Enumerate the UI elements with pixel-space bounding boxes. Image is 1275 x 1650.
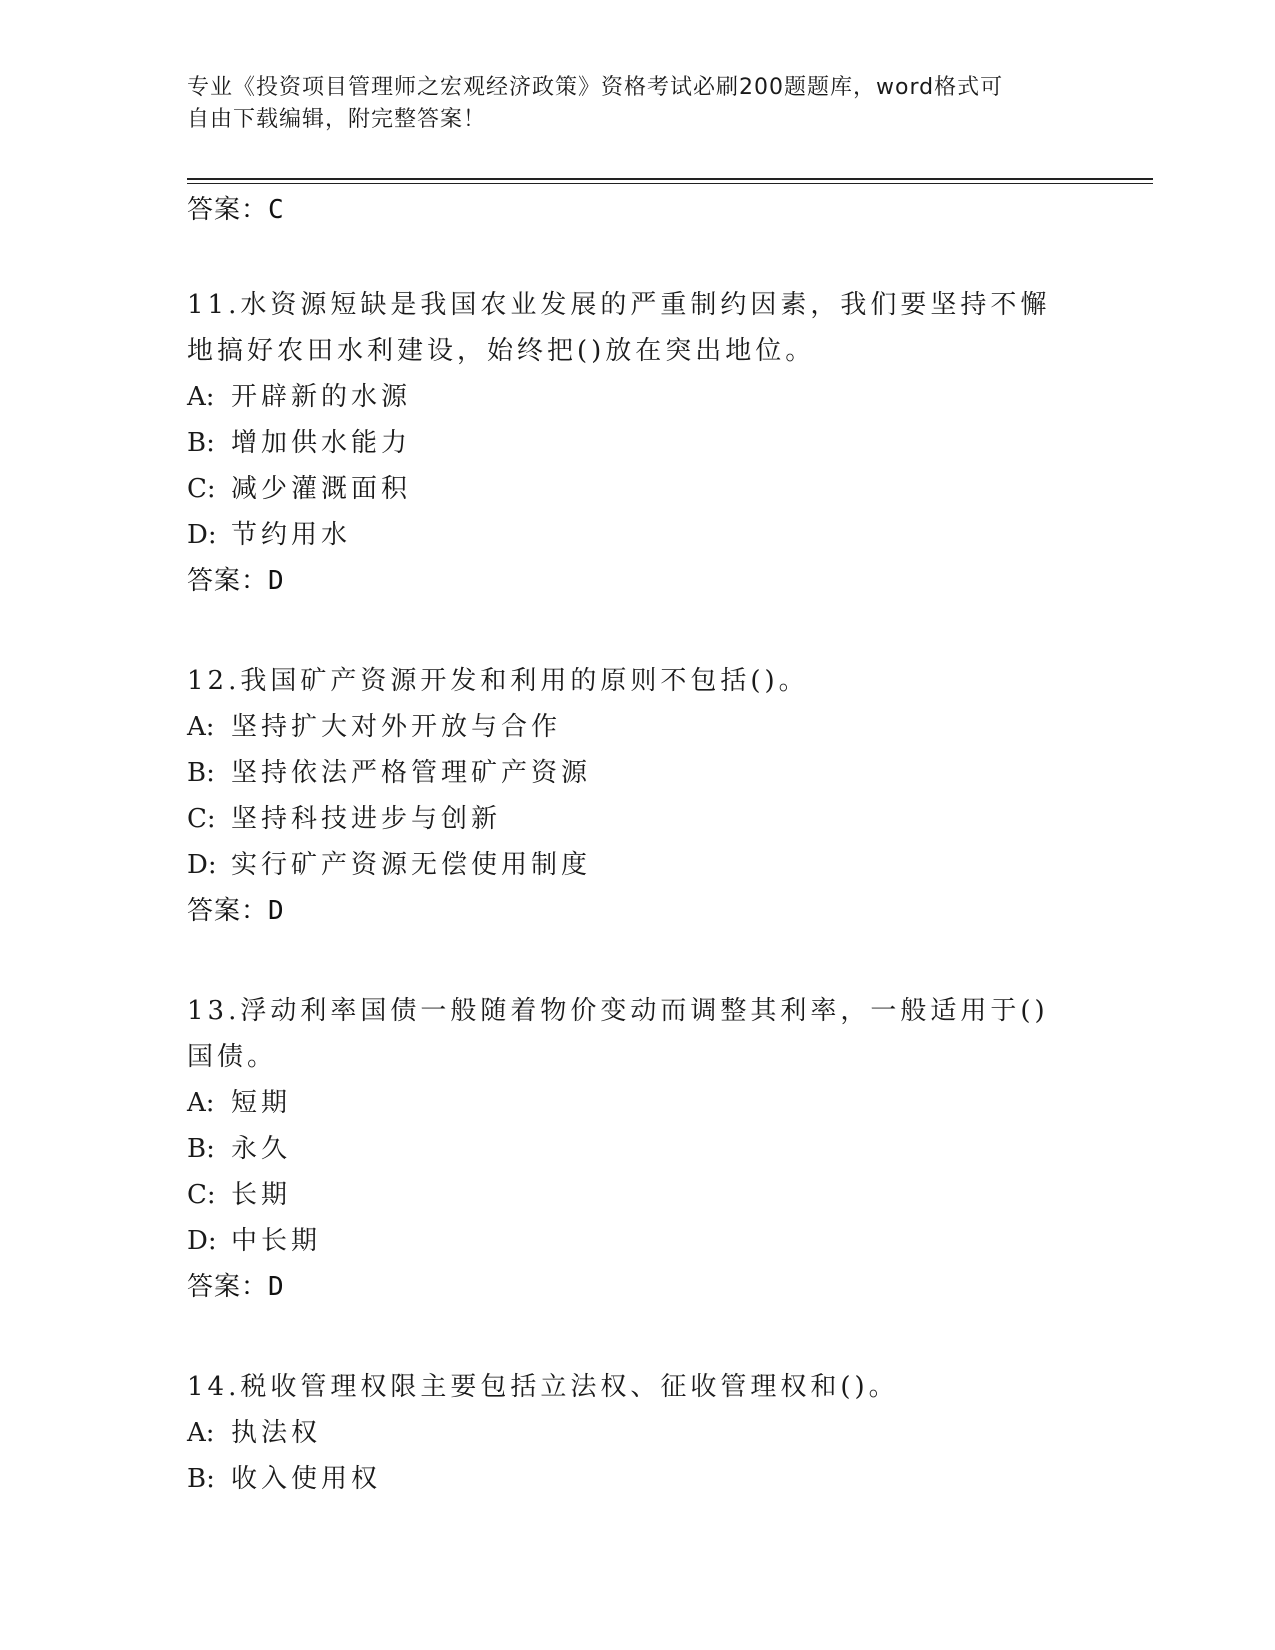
option-key: B:: [187, 1464, 215, 1494]
option-a: [187, 374, 1067, 420]
option-key: A:: [187, 382, 215, 412]
answer-value: D: [268, 1272, 285, 1302]
option-b: [187, 1126, 1067, 1172]
question-item: [187, 282, 1067, 604]
question-stem: 14.税收管理权限主要包括立法权、征收管理权和()。: [187, 1372, 899, 1402]
option-text: 执法权: [231, 1418, 322, 1448]
option-b: [187, 1456, 1067, 1502]
option-text: 减少灌溉面积: [231, 474, 412, 504]
option-key: C:: [187, 474, 216, 504]
header-line-1: 专业《投资项目管理师之宏观经济政策》资格考试必刷200题题库，word格式可: [187, 75, 1004, 100]
option-a: [187, 1080, 1067, 1126]
question-item: [187, 988, 1067, 1310]
answer-line: [187, 192, 1067, 228]
option-key: D:: [187, 520, 217, 550]
option-d: [187, 1218, 1067, 1264]
option-c: [187, 1172, 1067, 1218]
option-a: [187, 1410, 1067, 1456]
option-b: [187, 420, 1067, 466]
option-key: B:: [187, 1134, 215, 1164]
option-text: 坚持扩大对外开放与合作: [231, 712, 562, 742]
header-divider-thick: [187, 178, 1153, 180]
answer-label: 答案：: [187, 566, 269, 596]
option-text: 坚持依法严格管理矿产资源: [231, 758, 592, 788]
option-a: [187, 704, 1067, 750]
option-text: 实行矿产资源无偿使用制度: [231, 850, 592, 880]
option-text: 收入使用权: [231, 1464, 382, 1494]
option-key: B:: [187, 428, 215, 458]
question-stem: 11.水资源短缺是我国农业发展的严重制约因素，我们要坚持不懈地搞好农田水利建设，始终把()放在突出地位。: [187, 290, 1051, 366]
option-text: 开辟新的水源: [231, 382, 412, 412]
option-text: 长期: [231, 1180, 292, 1210]
answer-label: 答案：: [187, 896, 269, 926]
header-divider-thin: [187, 183, 1153, 184]
option-key: D:: [187, 850, 217, 880]
answer-value: D: [268, 566, 285, 596]
answer-label: 答案：: [187, 195, 269, 225]
option-key: A:: [187, 1418, 215, 1448]
option-key: C:: [187, 804, 216, 834]
question-list: [187, 192, 1067, 1502]
question-item: [187, 658, 1067, 934]
header-line-2: 自由下载编辑，附完整答案！: [187, 107, 487, 132]
answer-value: C: [268, 195, 285, 225]
option-c: [187, 466, 1067, 512]
question-item: [187, 1364, 1067, 1502]
option-text: 永久: [231, 1134, 292, 1164]
option-c: [187, 796, 1067, 842]
option-text: 节约用水: [231, 520, 352, 550]
option-d: [187, 512, 1067, 558]
question-stem: 13.浮动利率国债一般随着物价变动而调整其利率，一般适用于()国债。: [187, 996, 1049, 1072]
option-key: C:: [187, 1180, 216, 1210]
document-header: [187, 72, 1067, 136]
option-key: D:: [187, 1226, 217, 1256]
option-d: [187, 842, 1067, 888]
option-key: A:: [187, 1088, 215, 1118]
option-b: [187, 750, 1067, 796]
answer-label: 答案：: [187, 1272, 269, 1302]
question-stem: 12.我国矿产资源开发和利用的原则不包括()。: [187, 666, 809, 696]
answer-line: [187, 1264, 1067, 1310]
answer-line: [187, 888, 1067, 934]
option-key: A:: [187, 712, 215, 742]
option-key: B:: [187, 758, 215, 788]
option-text: 增加供水能力: [231, 428, 412, 458]
answer-line: [187, 558, 1067, 604]
option-text: 中长期: [231, 1226, 322, 1256]
answer-value: D: [268, 896, 285, 926]
option-text: 短期: [231, 1088, 292, 1118]
option-text: 坚持科技进步与创新: [231, 804, 502, 834]
